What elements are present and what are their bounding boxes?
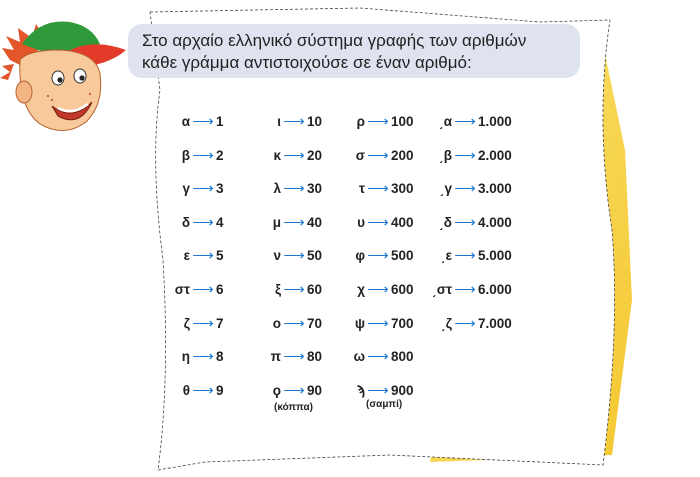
greek-letter: γ [182, 181, 190, 197]
numeral-value: 40 [307, 214, 323, 230]
numeral-column-tens [243, 112, 322, 414]
greek-letter: π [270, 349, 281, 365]
numeral-row [150, 381, 224, 415]
greek-letter: α [181, 114, 190, 129]
numeral-value: 500 [391, 248, 414, 264]
numeral-row [150, 112, 224, 146]
numeral-value: 9 [216, 382, 224, 398]
numeral-row [418, 179, 512, 213]
greek-letter: ͵ζ [441, 315, 452, 331]
greek-letter: β [181, 147, 190, 163]
numeral-value: 80 [307, 349, 323, 365]
numeral-value: 7.000 [478, 315, 512, 331]
greek-letter: ψ [354, 315, 365, 331]
koppa-note: (κόππα) [274, 402, 313, 413]
arrow-icon: ⟶ [454, 113, 476, 130]
numeral-row [150, 280, 224, 314]
numeral-value: 5 [216, 248, 224, 264]
numeral-row [243, 179, 322, 213]
arrow-icon: ⟶ [367, 247, 389, 265]
arrow-icon: ⟶ [367, 280, 389, 298]
greek-letter: μ [272, 214, 281, 230]
numeral-row [243, 280, 322, 314]
greek-letter: ͵γ [439, 181, 452, 197]
arrow-icon: ⟶ [283, 348, 305, 366]
arrow-icon: ⟶ [367, 348, 389, 366]
numeral-value: 3 [216, 181, 224, 197]
arrow-icon: ⟶ [367, 146, 389, 164]
arrow-icon: ⟶ [192, 146, 214, 164]
numeral-row [327, 314, 414, 348]
arrow-icon: ⟶ [454, 180, 476, 198]
greek-letter: ρ [356, 114, 365, 129]
greek-letter: λ [273, 181, 281, 197]
numeral-value: 700 [391, 315, 414, 331]
arrow-icon: ⟶ [454, 247, 476, 265]
numeral-value: 8 [216, 349, 224, 365]
numeral-value: 50 [307, 248, 323, 264]
greek-letter: ͵α [439, 114, 452, 129]
numeral-column-thousands [418, 112, 512, 347]
arrow-icon: ⟶ [283, 381, 305, 399]
greek-letter: ϡ [356, 382, 365, 398]
numeral-value: 300 [391, 181, 414, 197]
numeral-value: 70 [307, 315, 323, 331]
arrow-icon: ⟶ [283, 113, 305, 130]
numeral-column-units [150, 112, 224, 414]
arrow-icon: ⟶ [454, 280, 476, 298]
numeral-value: 6 [216, 281, 224, 297]
numeral-row [327, 112, 414, 146]
greek-letter: ι [277, 114, 281, 129]
greek-letter: ͵δ [439, 214, 452, 230]
numeral-row [150, 179, 224, 213]
greek-letter: ͵στ [432, 281, 452, 297]
greek-letter: στ [174, 281, 190, 297]
numeral-row [327, 213, 414, 247]
numeral-value: 1.000 [478, 114, 512, 129]
numeral-row [150, 314, 224, 348]
arrow-icon: ⟶ [192, 381, 214, 399]
numeral-value: 7 [216, 315, 224, 331]
greek-letter: ζ [183, 315, 190, 331]
speech-line-2: κάθε γράμμα αντιστοιχούσε σε έναν αριθμό: [142, 53, 472, 72]
arrow-icon: ⟶ [283, 280, 305, 298]
numeral-row [150, 213, 224, 247]
numeral-value: 10 [307, 114, 323, 129]
arrow-icon: ⟶ [283, 314, 305, 332]
numeral-value: 6.000 [478, 281, 512, 297]
greek-letter: ξ [274, 281, 281, 297]
numeral-value: 90 [307, 382, 323, 398]
numeral-row [243, 112, 322, 146]
speech-bubble [128, 24, 580, 78]
greek-letter: σ [355, 147, 365, 163]
numeral-value: 900 [391, 382, 414, 398]
numeral-value: 3.000 [478, 181, 512, 197]
greek-letter: φ [355, 248, 365, 264]
arrow-icon: ⟶ [367, 381, 389, 399]
numeral-value: 600 [391, 281, 414, 297]
numeral-row [243, 146, 322, 180]
numeral-value: 200 [391, 147, 414, 163]
arrow-icon: ⟶ [192, 348, 214, 366]
sampi-note: (σαμπί) [366, 399, 403, 410]
numeral-row [418, 213, 512, 247]
numeral-row [418, 246, 512, 280]
numeral-value: 800 [391, 349, 414, 365]
numeral-row [418, 314, 512, 348]
numeral-value: 2 [216, 147, 224, 163]
arrow-icon: ⟶ [367, 314, 389, 332]
arrow-icon: ⟶ [367, 213, 389, 231]
numeral-row [327, 280, 414, 314]
greek-letter: χ [357, 281, 365, 297]
arrow-icon: ⟶ [454, 314, 476, 332]
numeral-row [418, 146, 512, 180]
arrow-icon: ⟶ [283, 213, 305, 231]
numeral-value: 1 [216, 114, 224, 129]
greek-letter: ω [353, 349, 365, 365]
numeral-value: 60 [307, 281, 323, 297]
numeral-value: 30 [307, 181, 323, 197]
numeral-row [327, 246, 414, 280]
greek-letter: ο [272, 315, 281, 331]
numeral-column-hundreds [327, 112, 414, 414]
arrow-icon: ⟶ [192, 247, 214, 265]
numeral-row [418, 112, 512, 146]
greek-letter: κ [273, 147, 281, 163]
numeral-row [327, 347, 414, 381]
numeral-row [243, 213, 322, 247]
arrow-icon: ⟶ [454, 146, 476, 164]
greek-letter: θ [182, 382, 190, 398]
greek-letter: ͵β [439, 147, 452, 163]
arrow-icon: ⟶ [192, 314, 214, 332]
greek-letter: ν [273, 248, 281, 264]
greek-letter: ε [183, 248, 190, 264]
greek-letter: ͵ε [441, 248, 452, 264]
arrow-icon: ⟶ [283, 180, 305, 198]
numeral-row [327, 179, 414, 213]
numeral-value: 20 [307, 147, 323, 163]
speech-line-1: Στο αρχαίο ελληνικό σύστημα γραφής των αριθμών [142, 31, 527, 50]
arrow-icon: ⟶ [367, 180, 389, 198]
arrow-icon: ⟶ [283, 247, 305, 265]
numeral-row [243, 314, 322, 348]
numeral-row [150, 146, 224, 180]
numeral-row [243, 347, 322, 381]
numeral-row [150, 347, 224, 381]
numeral-row [327, 146, 414, 180]
boy-with-green-cap-illustration [0, 0, 140, 150]
arrow-icon: ⟶ [192, 180, 214, 198]
arrow-icon: ⟶ [283, 146, 305, 164]
greek-letter: δ [181, 214, 190, 230]
arrow-icon: ⟶ [192, 213, 214, 231]
greek-letter: τ [358, 181, 365, 197]
greek-letter: ϙ [272, 382, 281, 398]
numeral-row [418, 280, 512, 314]
greek-letter: υ [357, 214, 365, 230]
numeral-value: 2.000 [478, 147, 512, 163]
numeral-value: 400 [391, 214, 414, 230]
arrow-icon: ⟶ [192, 280, 214, 298]
arrow-icon: ⟶ [454, 213, 476, 231]
arrow-icon: ⟶ [367, 113, 389, 130]
numeral-value: 4 [216, 214, 224, 230]
greek-letter: η [181, 349, 190, 365]
numeral-value: 5.000 [478, 248, 512, 264]
arrow-icon: ⟶ [192, 113, 214, 130]
numeral-row [243, 246, 322, 280]
numeral-value: 100 [391, 114, 414, 129]
numeral-row [150, 246, 224, 280]
numeral-value: 4.000 [478, 214, 512, 230]
